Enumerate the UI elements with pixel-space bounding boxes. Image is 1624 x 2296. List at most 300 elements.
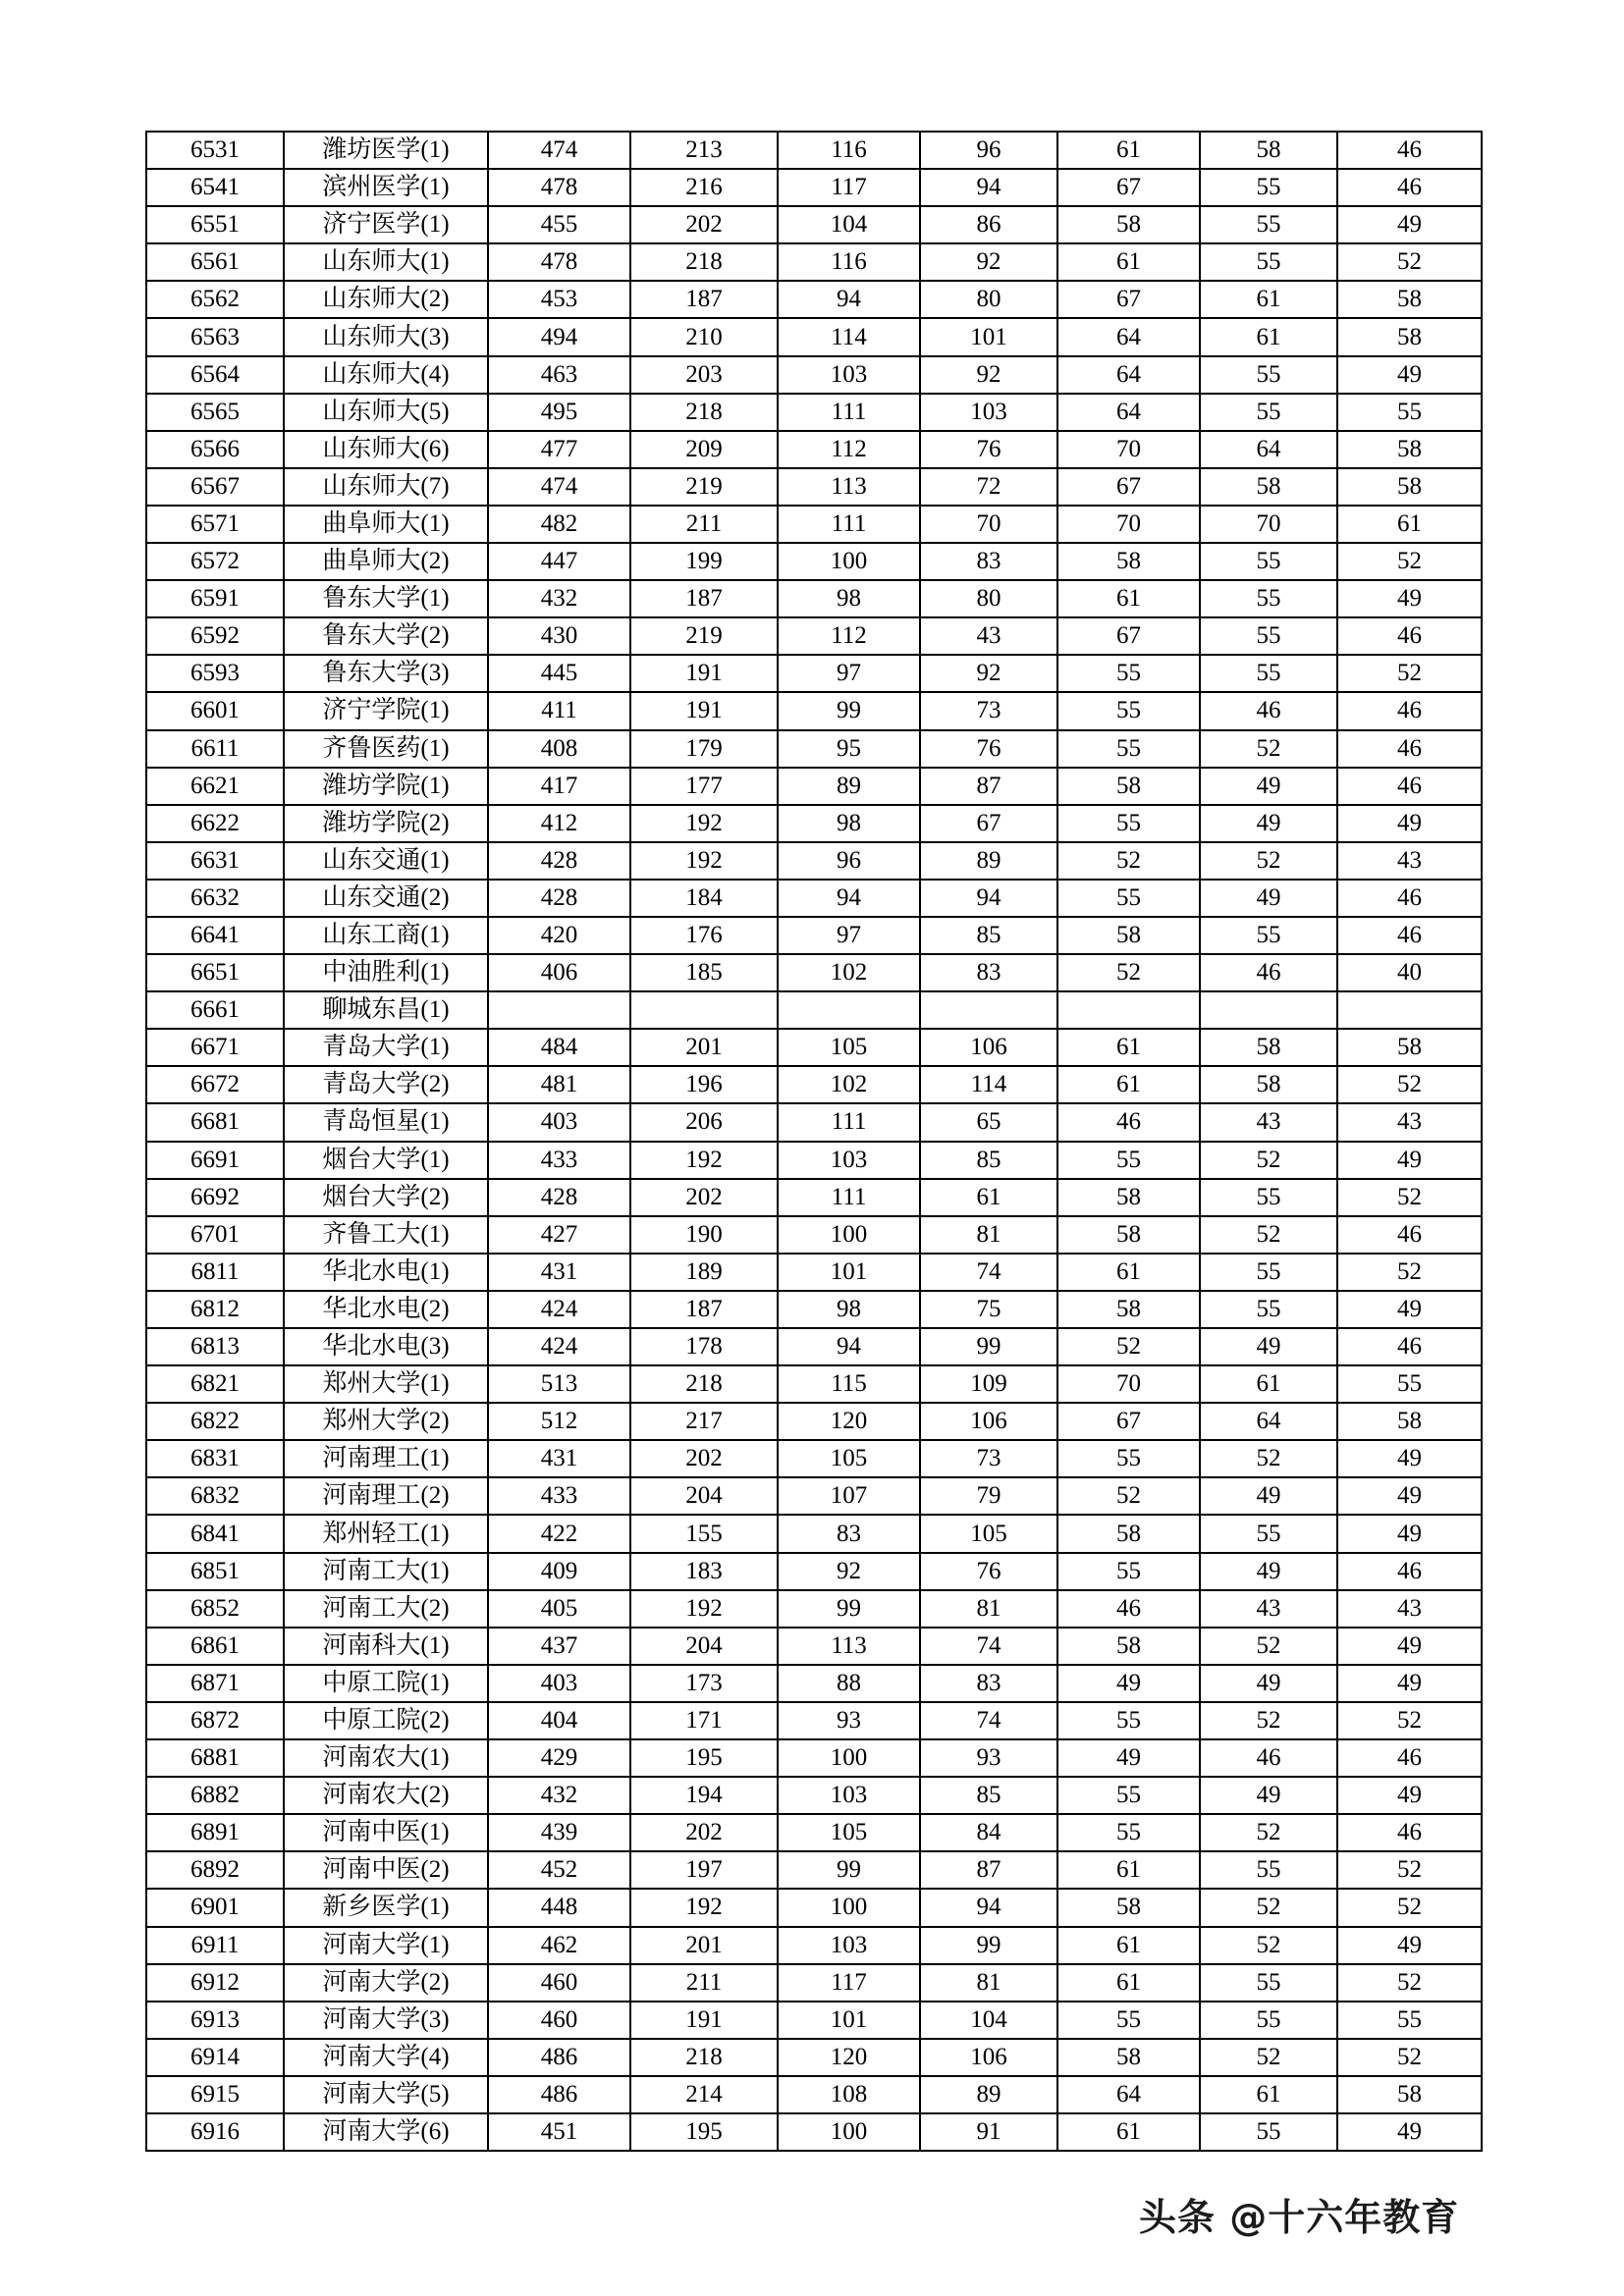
cell-score-2: 192 (630, 1889, 778, 1926)
cell-school-code: 6912 (146, 1964, 284, 2002)
cell-score-5: 55 (1057, 2002, 1200, 2039)
cell-score-5: 58 (1057, 768, 1200, 805)
cell-score-3: 105 (778, 1029, 920, 1066)
cell-score-4: 76 (920, 730, 1057, 768)
table-row (146, 1889, 1482, 1926)
cell-score-1: 404 (488, 1702, 630, 1739)
cell-score-2: 197 (630, 1851, 778, 1889)
cell-score-5: 52 (1057, 1477, 1200, 1515)
cell-score-6: 52 (1200, 1628, 1337, 1665)
cell-score-5: 61 (1057, 1029, 1200, 1066)
cell-score-3: 120 (778, 2039, 920, 2076)
cell-score-4: 74 (920, 1254, 1057, 1291)
cell-score-3: 83 (778, 1515, 920, 1552)
table-row (146, 1328, 1482, 1365)
cell-score-1: 403 (488, 1103, 630, 1141)
cell-score-1: 482 (488, 506, 630, 543)
table-row (146, 692, 1482, 729)
cell-score-1: 420 (488, 917, 630, 954)
cell-score-3: 116 (778, 243, 920, 281)
cell-score-7: 52 (1337, 1179, 1482, 1216)
cell-score-7: 46 (1337, 169, 1482, 206)
cell-score-7: 49 (1337, 2113, 1482, 2151)
cell-score-2: 191 (630, 2002, 778, 2039)
cell-score-1: 453 (488, 281, 630, 318)
cell-score-2: 192 (630, 805, 778, 842)
cell-score-7: 46 (1337, 692, 1482, 729)
cell-school-code: 6811 (146, 1254, 284, 1291)
cell-score-3: 94 (778, 281, 920, 318)
table-row (146, 880, 1482, 917)
cell-score-5: 55 (1057, 1553, 1200, 1590)
cell-score-1: 428 (488, 1179, 630, 1216)
cell-school-code: 6641 (146, 917, 284, 954)
cell-score-7: 49 (1337, 580, 1482, 617)
cell-school-code: 6861 (146, 1628, 284, 1665)
cell-score-7: 49 (1337, 1515, 1482, 1552)
cell-school-name: 河南大学(3) (284, 2002, 488, 2039)
cell-score-3: 103 (778, 1927, 920, 1964)
cell-school-code: 6541 (146, 169, 284, 206)
cell-school-code: 6851 (146, 1553, 284, 1590)
table-row (146, 1029, 1482, 1066)
cell-score-1: 431 (488, 1254, 630, 1291)
cell-score-5: 55 (1057, 692, 1200, 729)
cell-school-code: 6916 (146, 2113, 284, 2151)
cell-score-2: 211 (630, 1964, 778, 2002)
cell-score-6: 55 (1200, 617, 1337, 655)
cell-score-2: 189 (630, 1254, 778, 1291)
cell-score-7: 49 (1337, 1477, 1482, 1515)
cell-score-1: 422 (488, 1515, 630, 1552)
cell-score-4: 101 (920, 318, 1057, 355)
cell-school-name: 中原工院(1) (284, 1665, 488, 1702)
cell-school-name: 河南理工(1) (284, 1440, 488, 1477)
cell-score-3: 113 (778, 1628, 920, 1665)
cell-score-3: 92 (778, 1553, 920, 1590)
cell-score-6: 61 (1200, 1365, 1337, 1403)
cell-score-7: 58 (1337, 1403, 1482, 1440)
cell-school-name: 山东师大(4) (284, 356, 488, 394)
cell-score-5: 58 (1057, 1216, 1200, 1254)
cell-score-5: 67 (1057, 617, 1200, 655)
cell-score-3: 97 (778, 917, 920, 954)
cell-school-name: 华北水电(3) (284, 1328, 488, 1365)
cell-score-7: 58 (1337, 281, 1482, 318)
cell-score-5: 55 (1057, 1814, 1200, 1851)
cell-score-7: 46 (1337, 1739, 1482, 1777)
cell-score-1: 403 (488, 1665, 630, 1702)
cell-score-6: 55 (1200, 655, 1337, 692)
cell-score-1: 437 (488, 1628, 630, 1665)
table-row (146, 1254, 1482, 1291)
cell-score-2: 192 (630, 1142, 778, 1179)
cell-score-6: 55 (1200, 1179, 1337, 1216)
cell-score-6: 49 (1200, 1777, 1337, 1814)
cell-school-code: 6701 (146, 1216, 284, 1254)
cell-score-4: 96 (920, 132, 1057, 169)
cell-school-name: 山东师大(7) (284, 468, 488, 506)
cell-score-5: 58 (1057, 1889, 1200, 1926)
cell-score-1: 433 (488, 1477, 630, 1515)
cell-score-2: 192 (630, 1590, 778, 1628)
cell-score-4: 73 (920, 692, 1057, 729)
cell-school-code: 6591 (146, 580, 284, 617)
cell-school-code: 6871 (146, 1665, 284, 1702)
cell-score-1: 512 (488, 1403, 630, 1440)
cell-score-2: 202 (630, 206, 778, 243)
cell-score-1: 478 (488, 243, 630, 281)
cell-score-6: 61 (1200, 318, 1337, 355)
table-row (146, 2002, 1482, 2039)
cell-score-2: 191 (630, 692, 778, 729)
cell-score-1: 495 (488, 394, 630, 431)
cell-school-code: 6692 (146, 1179, 284, 1216)
cell-score-5: 61 (1057, 580, 1200, 617)
cell-score-3: 102 (778, 1066, 920, 1103)
cell-score-4: 94 (920, 1889, 1057, 1926)
cell-score-4: 104 (920, 2002, 1057, 2039)
cell-score-4: 80 (920, 580, 1057, 617)
cell-score-3: 101 (778, 2002, 920, 2039)
cell-school-code: 6631 (146, 842, 284, 880)
cell-score-6: 70 (1200, 506, 1337, 543)
cell-school-name: 齐鲁工大(1) (284, 1216, 488, 1254)
cell-score-3: 115 (778, 1365, 920, 1403)
cell-score-7: 55 (1337, 1365, 1482, 1403)
table-row (146, 394, 1482, 431)
table-row (146, 1590, 1482, 1628)
table-row (146, 506, 1482, 543)
cell-school-name: 鲁东大学(2) (284, 617, 488, 655)
cell-school-name: 潍坊学院(1) (284, 768, 488, 805)
cell-school-name: 鲁东大学(3) (284, 655, 488, 692)
cell-score-4: 86 (920, 206, 1057, 243)
table-row (146, 1702, 1482, 1739)
cell-score-4: 72 (920, 468, 1057, 506)
cell-score-7: 43 (1337, 1103, 1482, 1141)
cell-school-name: 中原工院(2) (284, 1702, 488, 1739)
cell-score-4: 84 (920, 1814, 1057, 1851)
cell-score-5: 46 (1057, 1103, 1200, 1141)
cell-score-2: 202 (630, 1440, 778, 1477)
cell-school-code: 6881 (146, 1739, 284, 1777)
cell-score-7: 46 (1337, 1328, 1482, 1365)
cell-school-code: 6611 (146, 730, 284, 768)
cell-score-1: 478 (488, 169, 630, 206)
cell-score-6: 55 (1200, 243, 1337, 281)
cell-school-code: 6852 (146, 1590, 284, 1628)
cell-score-7: 49 (1337, 1777, 1482, 1814)
cell-score-3: 112 (778, 431, 920, 468)
cell-score-2: 196 (630, 1066, 778, 1103)
cell-score-1: 411 (488, 692, 630, 729)
cell-score-2: 202 (630, 1814, 778, 1851)
cell-score-3: 98 (778, 580, 920, 617)
cell-score-7: 58 (1337, 431, 1482, 468)
cell-score-5: 55 (1057, 1142, 1200, 1179)
cell-school-name: 烟台大学(2) (284, 1179, 488, 1216)
cell-score-4: 85 (920, 917, 1057, 954)
cell-score-7: 58 (1337, 468, 1482, 506)
table-row (146, 1515, 1482, 1552)
cell-score-7: 49 (1337, 1628, 1482, 1665)
table-row (146, 954, 1482, 991)
cell-score-3: 98 (778, 805, 920, 842)
cell-score-3: 103 (778, 1777, 920, 1814)
cell-score-3: 111 (778, 506, 920, 543)
cell-score-4: 67 (920, 805, 1057, 842)
table-row (146, 281, 1482, 318)
table-row (146, 1927, 1482, 1964)
cell-school-name: 山东工商(1) (284, 917, 488, 954)
cell-score-3: 99 (778, 692, 920, 729)
cell-school-name: 河南科大(1) (284, 1628, 488, 1665)
cell-school-code: 6892 (146, 1851, 284, 1889)
cell-score-3: 94 (778, 1328, 920, 1365)
cell-school-name: 河南大学(6) (284, 2113, 488, 2151)
cell-score-5 (1057, 991, 1200, 1029)
cell-score-4: 89 (920, 842, 1057, 880)
cell-score-5: 61 (1057, 243, 1200, 281)
cell-score-3: 98 (778, 1291, 920, 1328)
cell-school-name: 鲁东大学(1) (284, 580, 488, 617)
cell-score-4: 83 (920, 954, 1057, 991)
cell-school-code: 6891 (146, 1814, 284, 1851)
table-row (146, 1142, 1482, 1179)
cell-score-3: 105 (778, 1814, 920, 1851)
cell-school-name: 潍坊学院(2) (284, 805, 488, 842)
cell-school-name: 中油胜利(1) (284, 954, 488, 991)
cell-score-6: 55 (1200, 1291, 1337, 1328)
table-row (146, 730, 1482, 768)
cell-score-4: 89 (920, 2076, 1057, 2113)
cell-score-4: 70 (920, 506, 1057, 543)
cell-score-3: 104 (778, 206, 920, 243)
cell-score-1: 460 (488, 2002, 630, 2039)
cell-score-5: 46 (1057, 1590, 1200, 1628)
cell-score-6: 58 (1200, 1066, 1337, 1103)
table-row (146, 1851, 1482, 1889)
cell-score-7: 49 (1337, 805, 1482, 842)
cell-score-4: 106 (920, 2039, 1057, 2076)
cell-score-4: 83 (920, 1665, 1057, 1702)
table-row (146, 768, 1482, 805)
cell-school-code: 6841 (146, 1515, 284, 1552)
cell-score-2: 211 (630, 506, 778, 543)
cell-score-3: 103 (778, 1142, 920, 1179)
cell-score-7: 46 (1337, 730, 1482, 768)
cell-score-4: 61 (920, 1179, 1057, 1216)
cell-score-5: 55 (1057, 655, 1200, 692)
table-row (146, 206, 1482, 243)
cell-school-name: 聊城东昌(1) (284, 991, 488, 1029)
cell-score-6: 61 (1200, 281, 1337, 318)
cell-score-6: 43 (1200, 1103, 1337, 1141)
cell-score-2: 214 (630, 2076, 778, 2113)
cell-score-5: 64 (1057, 318, 1200, 355)
cell-school-name: 济宁医学(1) (284, 206, 488, 243)
cell-school-name: 河南大学(1) (284, 1927, 488, 1964)
cell-score-2: 218 (630, 243, 778, 281)
cell-score-2: 185 (630, 954, 778, 991)
cell-score-5: 67 (1057, 1403, 1200, 1440)
cell-score-6: 58 (1200, 468, 1337, 506)
cell-score-5: 58 (1057, 2039, 1200, 2076)
cell-score-7: 46 (1337, 1216, 1482, 1254)
cell-score-7: 49 (1337, 1291, 1482, 1328)
cell-score-6: 43 (1200, 1590, 1337, 1628)
cell-score-4: 73 (920, 1440, 1057, 1477)
cell-score-2: 219 (630, 617, 778, 655)
cell-score-6: 52 (1200, 730, 1337, 768)
table-row (146, 805, 1482, 842)
cell-school-code: 6592 (146, 617, 284, 655)
cell-score-1: 408 (488, 730, 630, 768)
cell-school-code: 6565 (146, 394, 284, 431)
cell-score-4: 87 (920, 1851, 1057, 1889)
cell-score-7: 40 (1337, 954, 1482, 991)
cell-score-7: 52 (1337, 2039, 1482, 2076)
cell-score-6: 49 (1200, 768, 1337, 805)
cell-score-7: 46 (1337, 917, 1482, 954)
cell-score-3: 117 (778, 169, 920, 206)
cell-score-1: 424 (488, 1328, 630, 1365)
cell-score-7: 49 (1337, 1927, 1482, 1964)
cell-score-1: 445 (488, 655, 630, 692)
cell-school-code: 6564 (146, 356, 284, 394)
cell-school-name: 山东师大(3) (284, 318, 488, 355)
cell-score-7: 43 (1337, 1590, 1482, 1628)
cell-school-name: 曲阜师大(1) (284, 506, 488, 543)
cell-school-name: 山东师大(1) (284, 243, 488, 281)
cell-score-2: 201 (630, 1927, 778, 1964)
cell-school-name: 河南工大(2) (284, 1590, 488, 1628)
cell-score-5: 61 (1057, 1851, 1200, 1889)
table-row (146, 243, 1482, 281)
table-row (146, 356, 1482, 394)
cell-score-1: 481 (488, 1066, 630, 1103)
cell-score-4: 99 (920, 1328, 1057, 1365)
cell-score-2: 202 (630, 1179, 778, 1216)
cell-score-4: 83 (920, 543, 1057, 580)
table-row (146, 580, 1482, 617)
cell-score-2: 187 (630, 580, 778, 617)
cell-score-6: 49 (1200, 1477, 1337, 1515)
cell-score-4: 81 (920, 1964, 1057, 2002)
cell-score-6: 52 (1200, 1142, 1337, 1179)
cell-score-6: 52 (1200, 842, 1337, 880)
cell-score-1: 477 (488, 431, 630, 468)
cell-school-name: 山东师大(2) (284, 281, 488, 318)
cell-school-name: 河南工大(1) (284, 1553, 488, 1590)
cell-score-7: 52 (1337, 543, 1482, 580)
cell-score-6: 52 (1200, 1440, 1337, 1477)
cell-score-3: 105 (778, 1440, 920, 1477)
cell-school-code: 6672 (146, 1066, 284, 1103)
cell-school-name: 山东交通(2) (284, 880, 488, 917)
cell-score-5: 67 (1057, 468, 1200, 506)
cell-score-7: 46 (1337, 1814, 1482, 1851)
cell-score-1: 448 (488, 1889, 630, 1926)
cell-score-4: 91 (920, 2113, 1057, 2151)
cell-score-2: 183 (630, 1553, 778, 1590)
cell-school-code: 6822 (146, 1403, 284, 1440)
cell-school-name: 青岛恒星(1) (284, 1103, 488, 1141)
cell-score-7: 58 (1337, 2076, 1482, 2113)
cell-school-name: 郑州大学(2) (284, 1403, 488, 1440)
cell-score-4: 79 (920, 1477, 1057, 1515)
cell-score-2: 199 (630, 543, 778, 580)
cell-score-5: 55 (1057, 1440, 1200, 1477)
cell-score-1: 405 (488, 1590, 630, 1628)
cell-score-1: 447 (488, 543, 630, 580)
cell-school-name: 滨州医学(1) (284, 169, 488, 206)
cell-score-3: 100 (778, 543, 920, 580)
cell-school-code: 6621 (146, 768, 284, 805)
cell-score-6: 55 (1200, 356, 1337, 394)
cell-score-5: 52 (1057, 954, 1200, 991)
cell-score-5: 58 (1057, 1515, 1200, 1552)
cell-score-3: 100 (778, 2113, 920, 2151)
cell-score-4: 87 (920, 768, 1057, 805)
cell-score-7: 46 (1337, 880, 1482, 917)
cell-score-3: 116 (778, 132, 920, 169)
cell-score-3: 100 (778, 1739, 920, 1777)
cell-score-4: 85 (920, 1777, 1057, 1814)
cell-score-5: 67 (1057, 169, 1200, 206)
cell-score-1: 428 (488, 842, 630, 880)
cell-score-6: 46 (1200, 954, 1337, 991)
cell-score-7: 46 (1337, 768, 1482, 805)
cell-score-3: 89 (778, 768, 920, 805)
table-row (146, 169, 1482, 206)
cell-score-1: 451 (488, 2113, 630, 2151)
cell-score-4: 103 (920, 394, 1057, 431)
cell-score-5: 55 (1057, 1777, 1200, 1814)
cell-school-code: 6562 (146, 281, 284, 318)
cell-score-2: 209 (630, 431, 778, 468)
cell-score-4: 75 (920, 1291, 1057, 1328)
cell-score-3: 100 (778, 1889, 920, 1926)
cell-score-2: 177 (630, 768, 778, 805)
cell-school-code: 6566 (146, 431, 284, 468)
cell-school-name: 河南中医(1) (284, 1814, 488, 1851)
cell-score-4: 43 (920, 617, 1057, 655)
cell-school-code: 6681 (146, 1103, 284, 1141)
cell-score-1: 452 (488, 1851, 630, 1889)
cell-score-1: 433 (488, 1142, 630, 1179)
cell-score-1: 462 (488, 1927, 630, 1964)
cell-score-5: 49 (1057, 1665, 1200, 1702)
cell-score-1: 424 (488, 1291, 630, 1328)
cell-school-code: 6601 (146, 692, 284, 729)
table-row (146, 2039, 1482, 2076)
table-row (146, 1179, 1482, 1216)
table-row (146, 1216, 1482, 1254)
cell-score-7: 46 (1337, 132, 1482, 169)
cell-score-4: 94 (920, 169, 1057, 206)
cell-score-2: 206 (630, 1103, 778, 1141)
cell-score-2: 218 (630, 2039, 778, 2076)
cell-score-1: 412 (488, 805, 630, 842)
cell-score-1: 432 (488, 1777, 630, 1814)
cell-school-name: 曲阜师大(2) (284, 543, 488, 580)
cell-school-name: 青岛大学(2) (284, 1066, 488, 1103)
cell-score-1: 417 (488, 768, 630, 805)
cell-score-5: 58 (1057, 206, 1200, 243)
cell-school-code: 6832 (146, 1477, 284, 1515)
